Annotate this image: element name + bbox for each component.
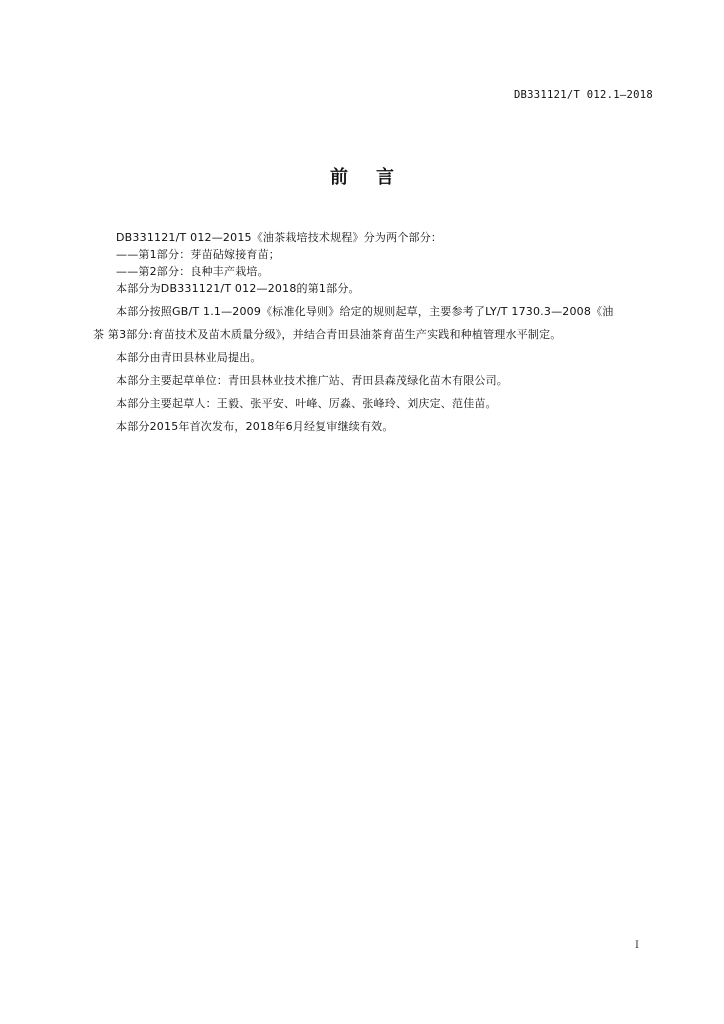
section-title (0, 163, 724, 189)
paragraph-drafting-units: 本部分主要起草单位：青田县林业技术推广站、青田县森茂绿化苗木有限公司。 (116, 374, 508, 387)
title-char-2: 言 (376, 167, 394, 188)
paragraph-release-history: 本部分2015年首次发布，2018年6月经复审继续有效。 (116, 420, 394, 433)
paragraph-line: 茶 第3部分:育苗技术及苗木质量分级》，并结合青田县油茶育苗生产实践和种植管理水平制定。 (93, 328, 562, 341)
paragraph-drafting-rules (93, 303, 661, 343)
paragraph-line: 本部分按照GB/T 1.1—2009《标准化导则》给定的规则起草，主要参考了LY/T 1730.3—2008《油 (116, 305, 614, 318)
paragraph-drafters: 本部分主要起草人：王毅、张平安、叶峰、厉淼、张峰玲、刘庆定、范佳苗。 (116, 397, 497, 410)
list-item-part1: ——第1部分：芽苗砧嫁接育苗； (116, 248, 280, 261)
page-number: I (635, 940, 639, 951)
list-item-part2: ——第2部分：良种丰产栽培。 (116, 265, 269, 278)
title-char-1: 前 (330, 167, 348, 188)
document-id: DB331121/T 012.1—2018 (513, 89, 653, 101)
paragraph-part-statement: 本部分为DB331121/T 012—2018的第1部分。 (116, 282, 360, 295)
foreword-body (93, 229, 661, 435)
paragraph-proposed-by: 本部分由青田县林业局提出。 (116, 351, 262, 364)
paragraph-intro: DB331121/T 012—2015《油茶栽培技术规程》分为两个部分： (116, 231, 443, 244)
